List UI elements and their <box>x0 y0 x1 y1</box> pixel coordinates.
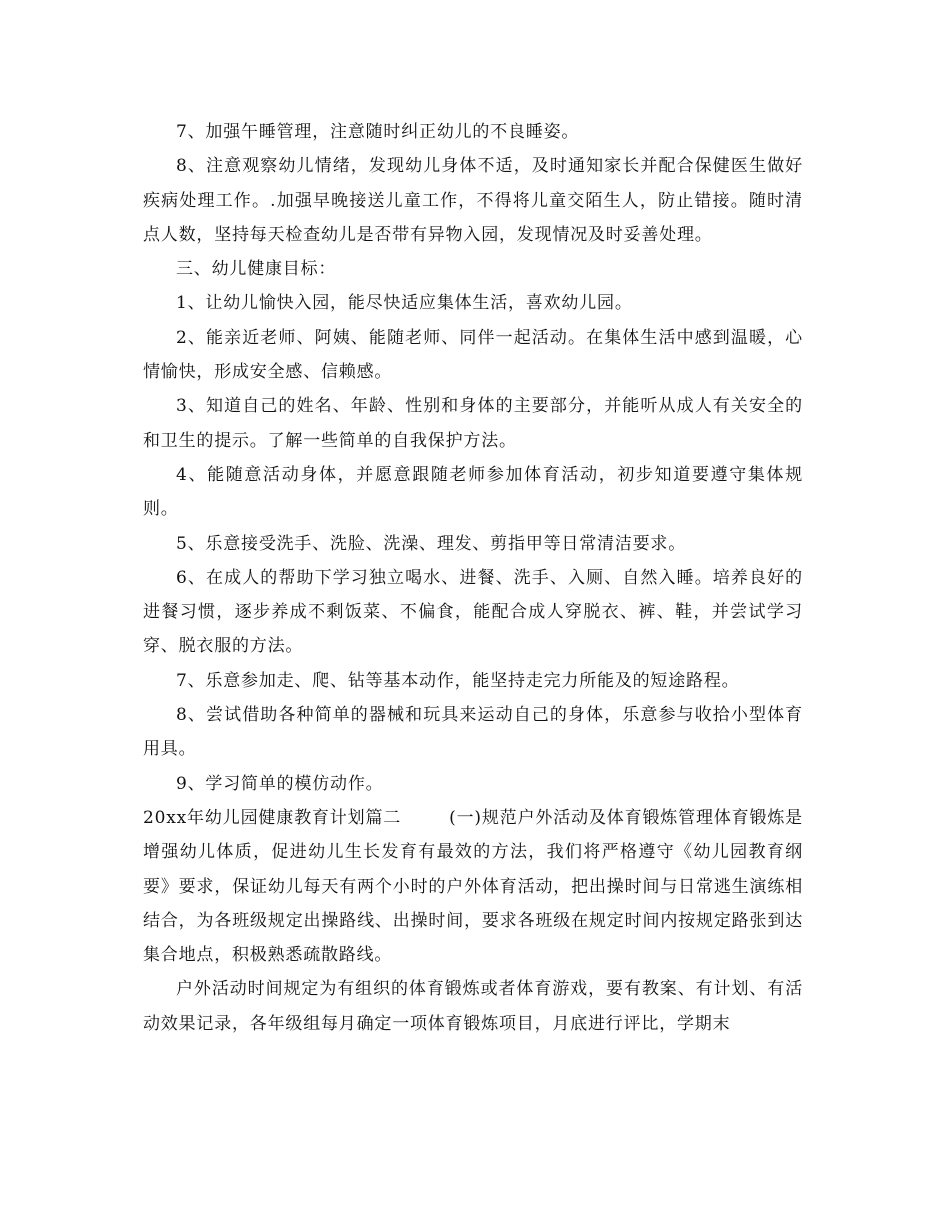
goal-item-8: 8、尝试借助各种简单的器械和玩具来运动自己的身体，乐意参与收拾小型体育用具。 <box>143 705 803 760</box>
section-heading-health-goals: 三、幼儿健康目标： <box>176 259 337 280</box>
paragraph-item-8-observe: 8、注意观察幼儿情绪，发现幼儿身体不适，及时通知家长并配合保健医生做好疾病处理工作。.加强早晚接送儿童工作，不得将儿童交陌生人，防止错接。随时清点人数，坚持每天检查幼儿是否带有异物入园，发现情况及时妥善处理。 <box>143 156 803 245</box>
outdoor-activity-paragraph: 户外活动时间规定为有组织的体育锻炼或者体育游戏，要有教案、有计划、有活动效果记录，各年级组每月确定一项体育锻炼项目，月底进行评比，学期末 <box>143 979 803 1034</box>
goal-item-9: 9、学习简单的模仿动作。 <box>176 773 384 794</box>
paragraph-item-7-nap: 7、加强午睡管理，注意随时纠正幼儿的不良睡姿。 <box>176 122 580 142</box>
section-two-paragraph <box>143 801 803 972</box>
document-body <box>143 115 803 1041</box>
goal-item-2: 2、能亲近老师、阿姨、能随老师、同伴一起活动。在集体生活中感到温暖，心情愉快，形成安全感、信赖感。 <box>143 327 803 383</box>
goal-item-4: 4、能随意活动身体，并愿意跟随老师参加体育活动，初步知道要遵守集体规则。 <box>143 464 803 520</box>
goal-item-5: 5、乐意接受洗手、洗脸、洗澡、理发、剪指甲等日常清洁要求。 <box>176 533 687 554</box>
section-two-heading: 20xx年幼儿园健康教育计划篇二 <box>143 807 402 828</box>
section-two-lead-text: (一)规范户外活动及体育锻炼管理体育锻炼是增强幼儿体质，促进幼儿生长发育有最效的方法，我们将严格遵守《幼儿园教育纲要》要求，保证幼儿每天有两个小时的户外体育活动，把出操时间与日常逃生演练相结合，为各班级规定出操路线、出操时间，要求各班级在规定时间内按规定路张到达集合地点，积极熟悉疏散路线。 <box>143 807 803 966</box>
goal-item-6: 6、在成人的帮助下学习独立喝水、进餐、洗手、入厕、自然入睡。培养良好的进餐习惯，逐步养成不剩饭菜、不偏食，能配合成人穿脱衣、裤、鞋，并尝试学习穿、脱衣服的方法。 <box>143 567 803 657</box>
goal-item-1: 1、让幼儿愉快入园，能尽快适应集体生活，喜欢幼儿园。 <box>176 293 633 314</box>
goal-item-7: 7、乐意参加走、爬、钻等基本动作，能坚持走完力所能及的短途路程。 <box>176 670 740 691</box>
goal-item-3: 3、知道自己的姓名、年龄、性别和身体的主要部分，并能听从成人有关安全的和卫生的提示。了解一些简单的自我保护方法。 <box>143 396 803 451</box>
